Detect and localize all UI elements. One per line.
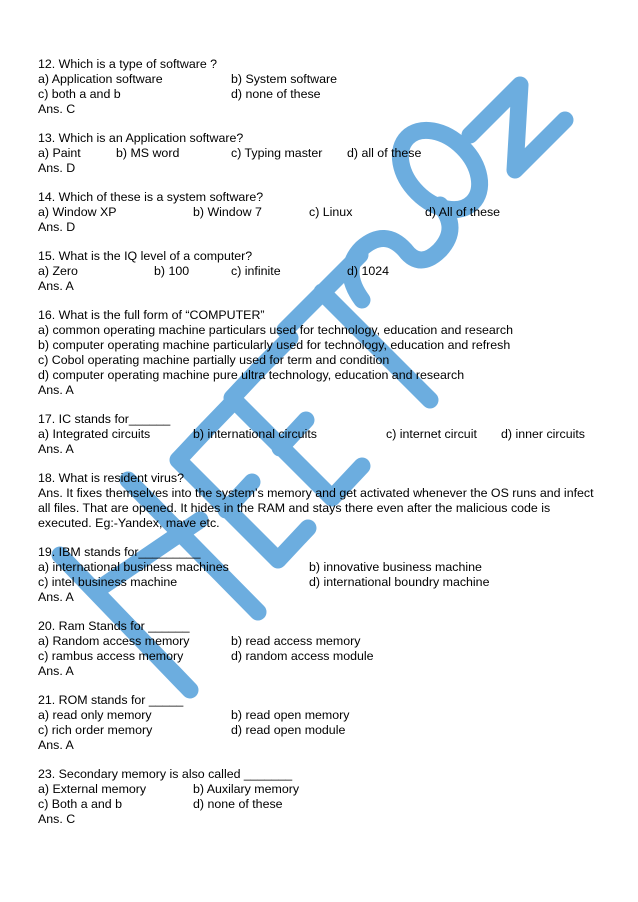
option-a: a) External memory (38, 782, 147, 796)
answer: Ans. A (38, 590, 74, 604)
option-d: d) international boundry machine (309, 575, 490, 589)
question-text: 15. What is the IQ level of a computer? (38, 249, 253, 263)
question-text: 20. Ram Stands for ______ (38, 619, 190, 633)
question-text: 14. Which of these is a system software? (38, 190, 264, 204)
option-d: d) inner circuits (501, 427, 586, 441)
option-b: b) read open memory (231, 708, 350, 722)
answer: Ans. C (38, 102, 76, 116)
question-16 (38, 308, 608, 398)
option-c: c) rich order memory (38, 723, 153, 737)
option-c: c) Both a and b (38, 797, 123, 811)
option-a: a) international business machines (38, 560, 229, 574)
option-c: c) internet circuit (386, 427, 477, 441)
option-b: b) 100 (154, 264, 190, 278)
answer: Ans. C (38, 812, 76, 826)
question-19 (38, 545, 608, 605)
question-21 (38, 693, 608, 753)
option-a: a) common operating machine particulars used for technology, education and research (38, 323, 514, 337)
option-b: b) international circuits (193, 427, 317, 441)
option-b: b) System software (231, 72, 338, 86)
answer: Ans. A (38, 738, 74, 752)
answer-paragraph: Ans. It fixes themselves into the system’s memory and get activated whenever the OS runs and infect all files. That are opened. It hides in the RAM and stays there even after the malicious code is executed. Eg:-Yandex, mave etc. (38, 486, 594, 530)
option-a: a) Paint (38, 146, 81, 160)
answer: Ans. A (38, 442, 74, 456)
question-text: 18. What is resident virus? (38, 471, 184, 485)
option-d: d) computer operating machine pure ultra technology, education and research (38, 368, 465, 382)
answer: Ans. D (38, 220, 76, 234)
option-a: a) Window XP (38, 205, 117, 219)
question-text: 16. What is the full form of “COMPUTER” (38, 308, 265, 322)
question-23 (38, 767, 608, 827)
answer: Ans. A (38, 279, 74, 293)
option-a: a) Application software (38, 72, 163, 86)
question-text: 12. Which is a type of software ? (38, 57, 218, 71)
question-20 (38, 619, 608, 679)
option-d: d) none of these (231, 87, 321, 101)
option-c: c) both a and b (38, 87, 121, 101)
option-c: c) Linux (309, 205, 353, 219)
option-c: c) infinite (231, 264, 281, 278)
option-b: b) MS word (116, 146, 180, 160)
option-d: d) read open module (231, 723, 346, 737)
question-14 (38, 190, 608, 235)
option-a: a) Zero (38, 264, 78, 278)
option-c: c) intel business machine (38, 575, 178, 589)
option-d: d) all of these (347, 146, 422, 160)
option-d: d) none of these (193, 797, 283, 811)
question-text: 17. IC stands for______ (38, 412, 171, 426)
option-b: b) Auxilary memory (193, 782, 300, 796)
question-13 (38, 131, 608, 176)
question-text: 13. Which is an Application software? (38, 131, 244, 145)
answer: Ans. A (38, 664, 74, 678)
answer: Ans. D (38, 161, 76, 175)
question-18 (38, 471, 608, 531)
option-d: d) random access module (231, 649, 374, 663)
question-17 (38, 412, 608, 457)
option-b: b) read access memory (231, 634, 361, 648)
question-12 (38, 57, 608, 117)
option-c: c) rambus access memory (38, 649, 184, 663)
answer: Ans. A (38, 383, 74, 397)
option-a: a) Random access memory (38, 634, 190, 648)
option-c: c) Cobol operating machine partially used for term and condition (38, 353, 390, 367)
option-d: d) 1024 (347, 264, 390, 278)
option-d: d) All of these (425, 205, 501, 219)
option-b: b) Window 7 (193, 205, 262, 219)
option-b: b) computer operating machine particularly used for technology, education and refresh (38, 338, 511, 352)
option-a: a) read only memory (38, 708, 152, 722)
option-c: c) Typing master (231, 146, 323, 160)
question-text: 21. ROM stands for _____ (38, 693, 184, 707)
question-text: 19. IBM stands for_________ (38, 545, 201, 559)
question-15 (38, 249, 608, 294)
option-b: b) innovative business machine (309, 560, 482, 574)
question-text: 23. Secondary memory is also called _______ (38, 767, 293, 781)
option-a: a) Integrated circuits (38, 427, 151, 441)
